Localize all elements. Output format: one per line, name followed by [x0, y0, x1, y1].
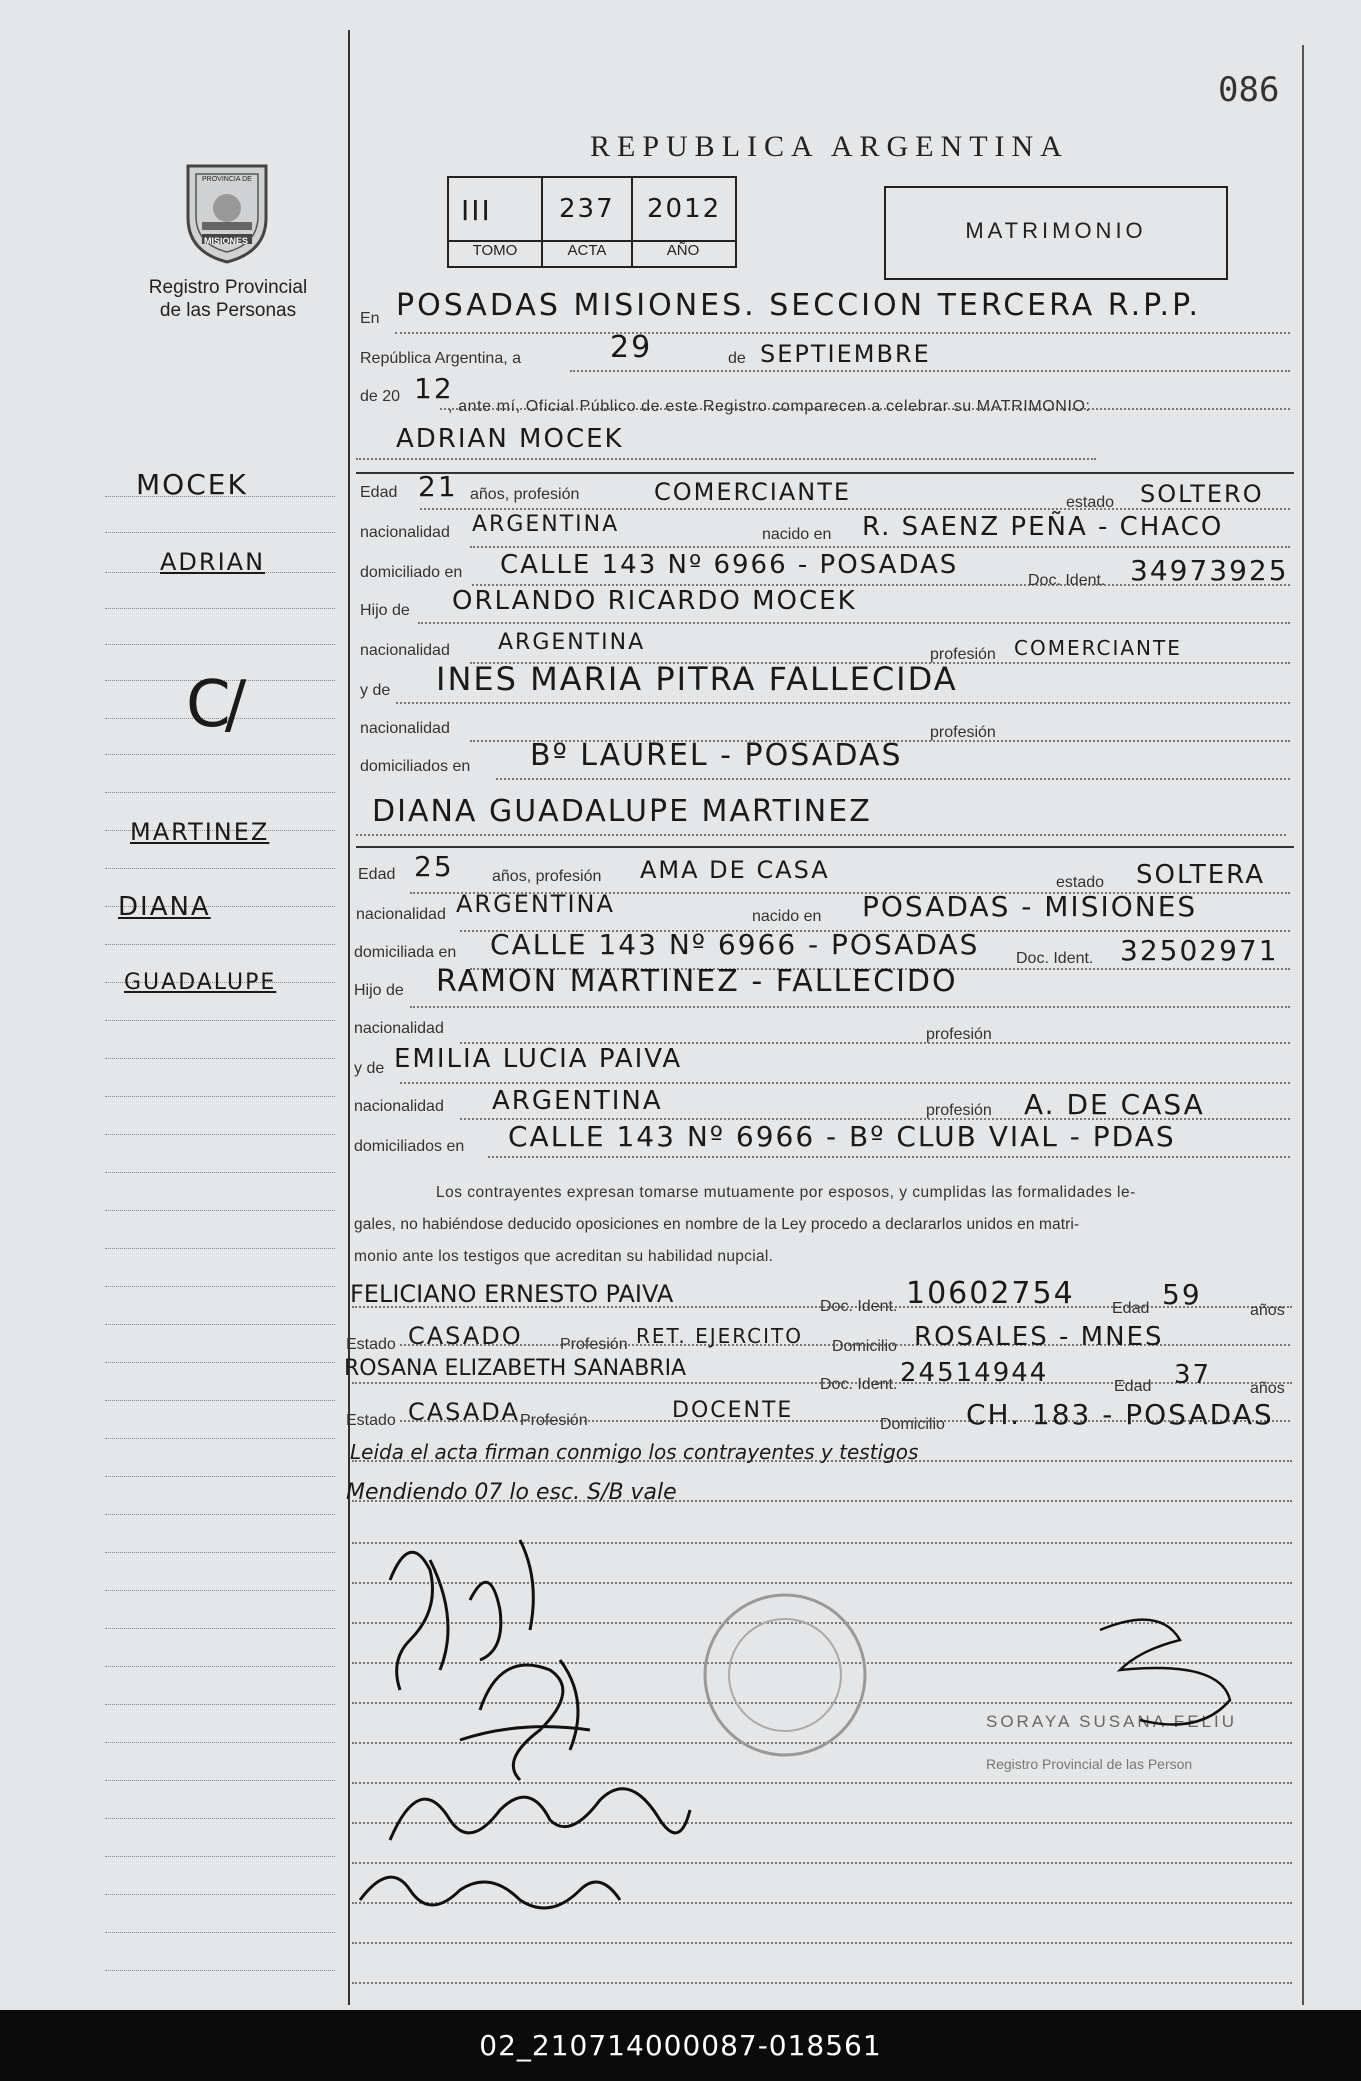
groom-doc-label: Doc. Ident.: [1028, 572, 1106, 589]
groom-father-nat-label: nacionalidad: [360, 642, 450, 659]
right-edge-rule: [1302, 45, 1304, 2005]
registry-name-line1: Registro Provincial: [148, 277, 308, 298]
witness2-profession: DOCENTE: [672, 1398, 794, 1423]
closing-note-1: Leida el acta firman conmigo los contrayentes y testigos: [350, 1440, 919, 1464]
bride-parents-address: CALLE 143 Nº 6966 - Bº CLUB VIAL - PDAS: [508, 1120, 1176, 1153]
witness2-estado-label: Estado: [346, 1412, 396, 1429]
witness2-status: CASADA: [408, 1398, 520, 1426]
officer-signature: [1080, 1610, 1250, 1740]
groom-profession: COMERCIANTE: [654, 478, 852, 506]
republica-label: República Argentina, a: [360, 350, 521, 367]
groom-nacido-label: nacido en: [762, 526, 832, 543]
record-box: [447, 176, 737, 268]
witness2-dom-label: Domicilio: [880, 1416, 945, 1433]
bride-birthplace: POSADAS - MISIONES: [862, 890, 1198, 923]
bride-address: CALLE 143 Nº 6966 - POSADAS: [490, 928, 980, 961]
bride-parents-dom-label: domiciliados en: [354, 1138, 465, 1155]
witness1-prof-label: Profesión: [560, 1336, 628, 1353]
groom-father-profession: COMERCIANTE: [1014, 636, 1182, 660]
groom-anos-label: años, profesión: [470, 486, 580, 503]
record-type-box: [884, 186, 1228, 280]
witness1-doc-label: Doc. Ident.: [820, 1298, 898, 1315]
witness2-doc-label: Doc. Ident.: [820, 1376, 898, 1393]
witness2-address: CH. 183 - POSADAS: [966, 1398, 1274, 1431]
witness2-name: ROSANA ELIZABETH SANABRIA: [344, 1356, 687, 1381]
witness1-edad-label: Edad: [1112, 1300, 1150, 1317]
groom-mother: INES MARIA PITRA FALLECIDA: [436, 660, 958, 698]
witness1-address: ROSALES - MNES: [914, 1322, 1164, 1352]
bride-nationality: ARGENTINA: [456, 890, 615, 918]
ano-value: 2012: [647, 194, 722, 224]
tomo-value: III: [461, 194, 492, 227]
groom-yde-label: y de: [360, 682, 391, 699]
groom-doc: 34973925: [1130, 554, 1289, 587]
paragraph-line-2: gales, no habiéndose deducido oposiciones en nombre de la Ley procedo a declararlos unidos en matri-: [354, 1216, 1080, 1233]
witness1-name: FELICIANO ERNESTO PAIVA: [350, 1280, 674, 1308]
officer-title: Registro Provincial de las Person: [986, 1756, 1193, 1772]
bride-civil-status: SOLTERA: [1136, 860, 1265, 890]
record-type: MATRIMONIO: [965, 218, 1147, 243]
groom-nationality: ARGENTINA: [472, 512, 620, 537]
officer-name: SORAYA SUSANA FELIU: [986, 1712, 1237, 1731]
place: POSADAS MISIONES. SECCION TERCERA R.P.P.: [396, 288, 1202, 323]
year-prefix: de 20: [360, 388, 401, 405]
bride-domicilio-label: domiciliada en: [354, 944, 457, 961]
witness1-profession: RET. EJERCITO: [636, 1324, 803, 1348]
seal-text-bottom: MISIONES: [204, 236, 249, 246]
bride-mother-nationality: ARGENTINA: [492, 1086, 663, 1116]
groom-hijo-label: Hijo de: [360, 602, 410, 619]
ano-label: AÑO: [666, 242, 700, 259]
witness1-dom-label: Domicilio: [832, 1338, 897, 1355]
bride-mother: EMILIA LUCIA PAIVA: [394, 1044, 683, 1074]
tomo-label: TOMO: [472, 242, 518, 259]
groom-estado-label: estado: [1066, 494, 1115, 511]
groom-address: CALLE 143 Nº 6966 - POSADAS: [500, 550, 959, 580]
registry-name-line2: de las Personas: [159, 300, 297, 321]
margin-note-surname-2: MARTINEZ: [130, 818, 270, 846]
bride-anos-label: años, profesión: [492, 868, 602, 885]
groom-domicilio-label: domiciliado en: [360, 564, 463, 581]
bride-nationality-label: nacionalidad: [356, 906, 446, 923]
margin-note-name-3: GUADALUPE: [124, 970, 277, 995]
groom-mother-nat-label: nacionalidad: [360, 720, 450, 737]
margin-rule: [348, 30, 350, 2005]
bride-nacido-label: nacido en: [752, 908, 822, 925]
seal-text-top: PROVINCIA DE: [202, 176, 252, 183]
closing-note-2: Mendiendo 07 lo esc. S/B vale: [346, 1480, 677, 1505]
witness1-doc: 10602754: [906, 1276, 1075, 1311]
witness2-anos-label: años: [1250, 1380, 1285, 1397]
groom-parents-dom-label: domiciliados en: [360, 758, 471, 775]
en-label: En: [360, 310, 380, 327]
paragraph-line-1: Los contrayentes expresan tomarse mutuamente por esposos, y cumplidas las formalidades le-: [436, 1184, 1136, 1201]
paragraph-line-3: monio ante los testigos que acreditan su habilidad nupcial.: [354, 1248, 774, 1265]
bride-mother-profession: A. DE CASA: [1024, 1088, 1205, 1121]
bride-full-name: DIANA GUADALUPE MARTINEZ: [372, 794, 872, 829]
de-label: de: [728, 350, 746, 367]
bride-father: RAMON MARTINEZ - FALLECIDO: [436, 964, 958, 999]
acta-value: 237: [559, 194, 615, 224]
groom-civil-status: SOLTERO: [1140, 480, 1264, 508]
groom-age: 21: [418, 470, 458, 503]
witness2-age: 37: [1174, 1360, 1212, 1390]
groom-birthplace: R. SAENZ PEÑA - CHACO: [862, 512, 1224, 542]
bride-age: 25: [414, 850, 454, 883]
groom-nationality-label: nacionalidad: [360, 524, 450, 541]
page-number: 086: [1218, 70, 1280, 110]
margin-note-surname: MOCEK: [136, 468, 248, 501]
groom-mother-prof-label: profesión: [930, 724, 996, 741]
bride-doc-label: Doc. Ident.: [1016, 950, 1094, 967]
year-suffix: 12: [414, 372, 454, 405]
bride-doc: 32502971: [1120, 934, 1279, 967]
registry-name: [128, 276, 328, 322]
bride-mother-prof-label: profesión: [926, 1102, 992, 1119]
margin-note-name-2: DIANA: [118, 892, 211, 922]
bride-father-nat-label: nacionalidad: [354, 1020, 444, 1037]
groom-father-prof-label: profesión: [930, 646, 996, 663]
groom-full-name: ADRIAN MOCEK: [396, 424, 624, 454]
groom-parents-address: Bº LAUREL - POSADAS: [530, 738, 903, 773]
intro-statement: , ante mí, Oficial Público de este Registro comparecen a celebrar su MATRIMONIO:: [448, 398, 1091, 415]
bride-hijo-label: Hijo de: [354, 982, 404, 999]
official-stamp: [700, 1590, 870, 1760]
witness1-age: 59: [1162, 1278, 1202, 1311]
day: 29: [610, 330, 653, 365]
witness2-signature: [340, 1840, 640, 1930]
footer-id: 02_210714000087-018561: [0, 2010, 1361, 2081]
bride-edad-label: Edad: [358, 866, 396, 883]
bride-yde-label: y de: [354, 1060, 385, 1077]
bride-mother-nat-label: nacionalidad: [354, 1098, 444, 1115]
witness2-doc: 24514944: [900, 1358, 1049, 1388]
month: SEPTIEMBRE: [760, 340, 931, 368]
witness2-edad-label: Edad: [1114, 1378, 1152, 1395]
margin-note-name: ADRIAN: [160, 548, 266, 576]
acta-label: ACTA: [567, 242, 607, 259]
witness1-status: CASADO: [408, 1322, 523, 1350]
province-seal: [180, 160, 274, 264]
bride-estado-label: estado: [1056, 874, 1105, 891]
document-title: REPUBLICA ARGENTINA: [590, 130, 1069, 163]
groom-father: ORLANDO RICARDO MOCEK: [452, 586, 857, 616]
witness2-prof-label: Profesión: [520, 1412, 588, 1429]
margin-note-con: C/: [186, 668, 241, 742]
witness1-anos-label: años: [1250, 1302, 1285, 1319]
groom-father-nationality: ARGENTINA: [498, 630, 646, 655]
bride-profession: AMA DE CASA: [640, 856, 830, 884]
groom-edad-label: Edad: [360, 484, 398, 501]
witness1-estado-label: Estado: [346, 1336, 396, 1353]
bride-father-prof-label: profesión: [926, 1026, 992, 1043]
